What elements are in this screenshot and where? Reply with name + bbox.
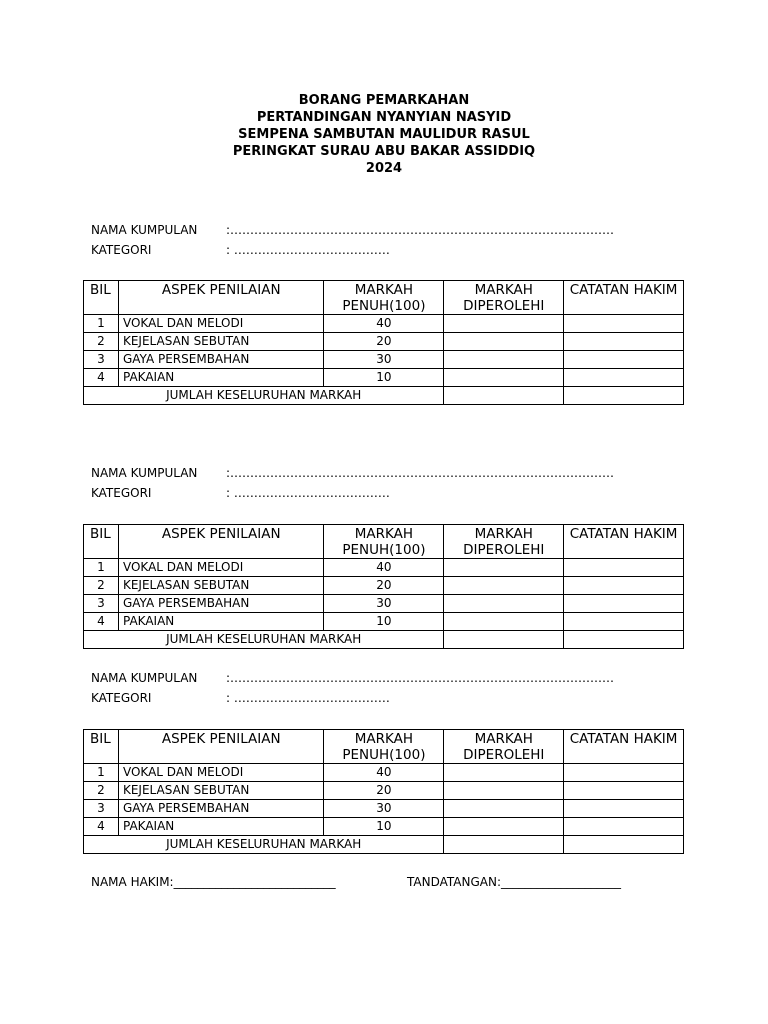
marking-table-2 <box>83 524 684 649</box>
bil-cell: 3 <box>84 595 119 613</box>
diperolehi-cell[interactable] <box>444 559 564 577</box>
table-row <box>84 782 684 800</box>
catatan-cell[interactable] <box>564 782 684 800</box>
kategori-label: KATEGORI <box>91 243 152 257</box>
title-line-4: PERINGKAT SURAU ABU BAKAR ASSIDDIQ <box>232 144 536 159</box>
title-line-1: BORANG PEMARKAHAN <box>298 93 470 108</box>
bil-cell: 2 <box>84 782 119 800</box>
catatan-cell[interactable] <box>564 351 684 369</box>
aspek-cell: KEJELASAN SEBUTAN <box>118 333 324 351</box>
header-aspek: ASPEK PENILAIAN <box>118 525 324 559</box>
table-row <box>84 369 684 387</box>
header-markah-penuh: MARKAH PENUH(100) <box>324 730 444 764</box>
catatan-cell[interactable] <box>564 764 684 782</box>
nama-kumpulan-field[interactable]: :…………………………………………………………………………………… <box>226 223 615 237</box>
table-row <box>84 800 684 818</box>
aspek-cell: GAYA PERSEMBAHAN <box>118 595 324 613</box>
title-line-5: 2024 <box>365 161 403 176</box>
table-header-row <box>84 525 684 559</box>
markah-cell: 40 <box>324 315 444 333</box>
header-markah-penuh: MARKAH PENUH(100) <box>324 525 444 559</box>
total-catatan-cell[interactable] <box>564 631 684 649</box>
markah-cell: 20 <box>324 782 444 800</box>
table-row <box>84 764 684 782</box>
bil-cell: 1 <box>84 764 119 782</box>
markah-cell: 20 <box>324 577 444 595</box>
diperolehi-cell[interactable] <box>444 333 564 351</box>
table-row <box>84 559 684 577</box>
header-catatan: CATATAN HAKIM <box>564 281 684 315</box>
diperolehi-cell[interactable] <box>444 764 564 782</box>
table-row <box>84 315 684 333</box>
group-info-1 <box>91 220 614 260</box>
aspek-cell: VOKAL DAN MELODI <box>118 764 324 782</box>
nama-kumpulan-label: NAMA KUMPULAN <box>91 466 198 480</box>
diperolehi-cell[interactable] <box>444 595 564 613</box>
total-catatan-cell[interactable] <box>564 387 684 405</box>
catatan-cell[interactable] <box>564 369 684 387</box>
kategori-label: KATEGORI <box>91 691 152 705</box>
bil-cell: 3 <box>84 351 119 369</box>
diperolehi-cell[interactable] <box>444 818 564 836</box>
total-label: JUMLAH KESELURUHAN MARKAH <box>84 631 444 649</box>
group-info-3 <box>91 668 614 708</box>
bil-cell: 1 <box>84 315 119 333</box>
table-header-row <box>84 730 684 764</box>
title-line-2: PERTANDINGAN NYANYIAN NASYID <box>256 110 512 125</box>
markah-cell: 40 <box>324 764 444 782</box>
aspek-cell: VOKAL DAN MELODI <box>118 315 324 333</box>
header-markah-diperolehi: MARKAH DIPEROLEHI <box>444 730 564 764</box>
aspek-cell: GAYA PERSEMBAHAN <box>118 351 324 369</box>
bil-cell: 1 <box>84 559 119 577</box>
header-bil: BIL <box>84 281 119 315</box>
kategori-field[interactable]: : ………………………………… <box>226 486 390 500</box>
bil-cell: 4 <box>84 369 119 387</box>
tandatangan-field[interactable]: TANDATANGAN:____________________ <box>407 875 622 889</box>
total-diperolehi-cell[interactable] <box>444 387 564 405</box>
markah-cell: 30 <box>324 595 444 613</box>
total-diperolehi-cell[interactable] <box>444 836 564 854</box>
bil-cell: 2 <box>84 577 119 595</box>
catatan-cell[interactable] <box>564 818 684 836</box>
markah-cell: 30 <box>324 351 444 369</box>
table-row <box>84 577 684 595</box>
header-aspek: ASPEK PENILAIAN <box>118 281 324 315</box>
total-label: JUMLAH KESELURUHAN MARKAH <box>84 836 444 854</box>
group-info-2 <box>91 463 614 503</box>
total-label: JUMLAH KESELURUHAN MARKAH <box>84 387 444 405</box>
aspek-cell: PAKAIAN <box>118 818 324 836</box>
header-markah-diperolehi: MARKAH DIPEROLEHI <box>444 281 564 315</box>
catatan-cell[interactable] <box>564 315 684 333</box>
total-row <box>84 836 684 854</box>
table-row <box>84 818 684 836</box>
markah-cell: 30 <box>324 800 444 818</box>
nama-kumpulan-field[interactable]: :…………………………………………………………………………………… <box>226 671 615 685</box>
total-catatan-cell[interactable] <box>564 836 684 854</box>
bil-cell: 4 <box>84 613 119 631</box>
total-diperolehi-cell[interactable] <box>444 631 564 649</box>
kategori-label: KATEGORI <box>91 486 152 500</box>
header-catatan: CATATAN HAKIM <box>564 525 684 559</box>
markah-cell: 20 <box>324 333 444 351</box>
aspek-cell: KEJELASAN SEBUTAN <box>118 782 324 800</box>
nama-kumpulan-label: NAMA KUMPULAN <box>91 223 198 237</box>
aspek-cell: KEJELASAN SEBUTAN <box>118 577 324 595</box>
catatan-cell[interactable] <box>564 559 684 577</box>
table-row <box>84 351 684 369</box>
aspek-cell: VOKAL DAN MELODI <box>118 559 324 577</box>
diperolehi-cell[interactable] <box>444 315 564 333</box>
bil-cell: 3 <box>84 800 119 818</box>
table-row <box>84 595 684 613</box>
aspek-cell: PAKAIAN <box>118 369 324 387</box>
markah-cell: 10 <box>324 369 444 387</box>
title-line-3: SEMPENA SAMBUTAN MAULIDUR RASUL <box>238 127 530 142</box>
diperolehi-cell[interactable] <box>444 577 564 595</box>
aspek-cell: GAYA PERSEMBAHAN <box>118 800 324 818</box>
marking-table-1 <box>83 280 684 405</box>
diperolehi-cell[interactable] <box>444 369 564 387</box>
header-bil: BIL <box>84 730 119 764</box>
table-header-row <box>84 281 684 315</box>
kategori-field[interactable]: : ………………………………… <box>226 691 390 705</box>
catatan-cell[interactable] <box>564 333 684 351</box>
header-markah-penuh: MARKAH PENUH(100) <box>324 281 444 315</box>
catatan-cell[interactable] <box>564 577 684 595</box>
marking-table-3 <box>83 729 684 854</box>
markah-cell: 40 <box>324 559 444 577</box>
catatan-cell[interactable] <box>564 595 684 613</box>
diperolehi-cell[interactable] <box>444 351 564 369</box>
catatan-cell[interactable] <box>564 800 684 818</box>
header-aspek: ASPEK PENILAIAN <box>118 730 324 764</box>
header-markah-diperolehi: MARKAH DIPEROLEHI <box>444 525 564 559</box>
aspek-cell: PAKAIAN <box>118 613 324 631</box>
markah-cell: 10 <box>324 818 444 836</box>
nama-kumpulan-field[interactable]: :…………………………………………………………………………………… <box>226 466 615 480</box>
table-row <box>84 333 684 351</box>
diperolehi-cell[interactable] <box>444 613 564 631</box>
nama-hakim-field[interactable]: NAMA HAKIM:___________________________ <box>91 875 336 889</box>
markah-cell: 10 <box>324 613 444 631</box>
total-row <box>84 387 684 405</box>
bil-cell: 4 <box>84 818 119 836</box>
table-row <box>84 613 684 631</box>
bil-cell: 2 <box>84 333 119 351</box>
document-title <box>0 92 768 177</box>
header-bil: BIL <box>84 525 119 559</box>
total-row <box>84 631 684 649</box>
diperolehi-cell[interactable] <box>444 800 564 818</box>
catatan-cell[interactable] <box>564 613 684 631</box>
kategori-field[interactable]: : ………………………………… <box>226 243 390 257</box>
header-catatan: CATATAN HAKIM <box>564 730 684 764</box>
diperolehi-cell[interactable] <box>444 782 564 800</box>
nama-kumpulan-label: NAMA KUMPULAN <box>91 671 198 685</box>
